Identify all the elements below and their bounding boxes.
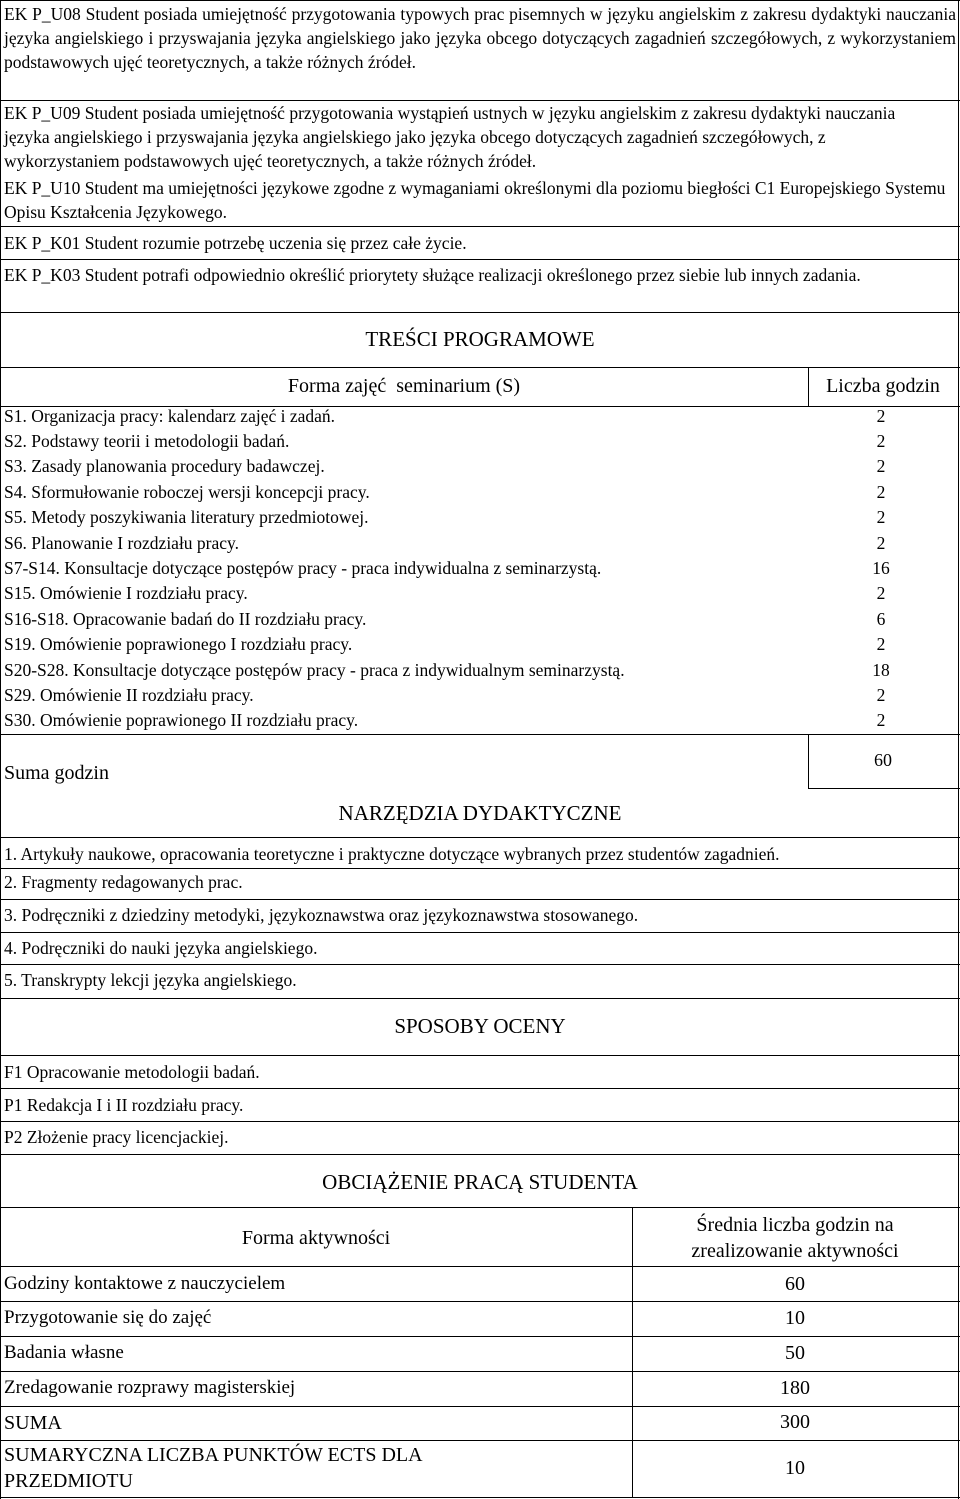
border-left	[0, 0, 1, 1499]
program-hours: 2	[876, 710, 886, 730]
divider	[0, 1121, 960, 1122]
workload-value: 60	[785, 1273, 805, 1295]
effect-k01: EK P_K01 Student rozumie potrzebę uczenia się przez całe życie.	[4, 233, 467, 253]
program-topic: S2. Podstawy teorii i metodologii badań.	[4, 431, 290, 451]
program-sum-value: 60	[874, 750, 892, 770]
workload-ects-label-line2: PRZEDMIOTU	[4, 1470, 133, 1492]
effect-u10: EK P_U10 Student ma umiejętności językowe zgodne z wymaganiami określonymi dla poziomu biegłości C1 Europejskiego Systemu Opisu Kształcenia Językowego.	[4, 178, 946, 222]
tool-item: 4. Podręczniki do nauki języka angielskiego.	[4, 938, 318, 958]
program-sum-label: Suma godzin	[4, 762, 109, 784]
program-topic: S20-S28. Konsultacje dotyczące postępów pracy - praca z indywidualnym seminarzystą.	[4, 660, 625, 680]
border-top	[0, 0, 960, 1]
divider	[0, 1088, 960, 1089]
assessment-item: P2 Złożenie pracy licencjackiej.	[4, 1127, 229, 1147]
workload-label: Godziny kontaktowe z nauczycielem	[4, 1273, 286, 1294]
program-topic: S16-S18. Opracowanie badań do II rozdziału pracy.	[4, 609, 367, 629]
program-form-header: Forma zajęć seminarium (S)	[287, 375, 521, 397]
program-hours: 2	[876, 507, 886, 527]
workload-sum-value: 300	[780, 1411, 810, 1433]
program-hours: 6	[876, 609, 886, 629]
program-hours: 18	[872, 660, 890, 680]
program-topic: S30. Omówienie poprawionego II rozdziału pracy.	[4, 710, 359, 730]
divider	[0, 899, 960, 900]
effect-k03: EK P_K03 Student potrafi odpowiednio określić priorytety służące realizacji określonego przez siebie lub innych zadania.	[4, 265, 861, 285]
divider	[808, 788, 960, 789]
divider	[0, 1301, 960, 1302]
program-topic: S6. Planowanie I rozdziału pracy.	[4, 533, 240, 553]
assessment-item: P1 Redakcja I i II rozdziału pracy.	[4, 1095, 244, 1115]
workload-value: 50	[785, 1342, 805, 1364]
divider	[0, 1055, 960, 1056]
program-topic: S5. Metody poszykiwania literatury przedmiotowej.	[4, 507, 369, 527]
workload-sum-label: SUMA	[4, 1412, 62, 1434]
divider	[0, 932, 960, 933]
program-topic: S1. Organizacja pracy: kalendarz zajęć i zadań.	[4, 406, 336, 426]
border-bottom	[0, 1497, 960, 1498]
divider	[0, 1207, 960, 1208]
program-hours: 2	[876, 431, 886, 451]
tool-item: 1. Artykuły naukowe, opracowania teoretyczne i praktyczne dotyczące wybranych przez studentów zagadnień.	[4, 844, 780, 864]
workload-ects-value: 10	[785, 1457, 805, 1479]
divider	[0, 1406, 960, 1407]
program-hours: 2	[876, 456, 886, 476]
program-topic: S4. Sformułowanie roboczej wersji koncepcji pracy.	[4, 482, 370, 502]
col-divider	[808, 367, 809, 406]
workload-label: Przygotowanie się do zajęć	[4, 1307, 212, 1328]
workload-col2-header-line1: Średnia liczba godzin na	[696, 1214, 894, 1236]
workload-col2-header-line2: zrealizowanie aktywności	[691, 1240, 899, 1262]
effect-u08: EK P_U08 Student posiada umiejętność przygotowania typowych prac pisemnych w języku angielskim z zakresu dydaktyki nauczania języka angielskiego i przyswajania języka angielskiego jako języka obcego dotyczących zagadnień szczegółowych, z wykorzystaniem podstawowych ujęć teoretycznych, a także różnych źródeł.	[4, 4, 956, 72]
divider	[0, 259, 960, 260]
workload-label: Badania własne	[4, 1342, 124, 1363]
divider	[0, 868, 960, 869]
program-hours: 2	[876, 583, 886, 603]
program-hours: 2	[876, 634, 886, 654]
tools-heading: NARZĘDZIA DYDAKTYCZNE	[338, 801, 622, 825]
divider	[0, 1336, 960, 1337]
program-hours: 16	[872, 558, 890, 578]
divider	[0, 837, 960, 838]
program-topic: S7-S14. Konsultacje dotyczące postępów pracy - praca indywidualna z seminarzystą.	[4, 558, 602, 578]
divider	[0, 1371, 960, 1372]
divider	[0, 1266, 960, 1267]
program-topic: S3. Zasady planowania procedury badawczej.	[4, 456, 325, 476]
divider	[0, 367, 960, 368]
program-hours-header: Liczba godzin	[826, 375, 940, 397]
workload-col1-header: Forma aktywności	[241, 1227, 391, 1249]
divider	[0, 226, 960, 227]
tool-item: 5. Transkrypty lekcji języka angielskiego.	[4, 970, 297, 990]
assessment-heading: SPOSOBY OCENY	[394, 1014, 566, 1038]
workload-label: Zredagowanie rozprawy magisterskiej	[4, 1377, 296, 1398]
divider	[0, 964, 960, 965]
divider	[0, 1440, 960, 1441]
tool-item: 3. Podręczniki z dziedziny metodyki, językoznawstwa oraz językoznawstwa stosowanego.	[4, 905, 639, 925]
workload-value: 10	[785, 1307, 805, 1329]
workload-value: 180	[780, 1377, 810, 1399]
divider	[0, 1154, 960, 1155]
program-hours: 2	[876, 533, 886, 553]
workload-ects-label-line1: SUMARYCZNA LICZBA PUNKTÓW ECTS DLA	[4, 1444, 423, 1466]
program-hours: 2	[876, 406, 886, 426]
program-topic: S15. Omówienie I rozdziału pracy.	[4, 583, 248, 603]
program-topic: S19. Omówienie poprawionego I rozdziału pracy.	[4, 634, 353, 654]
program-topic: S29. Omówienie II rozdziału pracy.	[4, 685, 254, 705]
program-heading: TREŚCI PROGRAMOWE	[365, 327, 595, 351]
divider	[0, 734, 960, 735]
border-right	[958, 0, 959, 1499]
program-hours: 2	[876, 685, 886, 705]
program-hours: 2	[876, 482, 886, 502]
assessment-item: F1 Opracowanie metodologii badań.	[4, 1062, 260, 1082]
workload-heading: OBCIĄŻENIE PRACĄ STUDENTA	[322, 1170, 638, 1194]
divider	[0, 998, 960, 999]
divider	[0, 312, 960, 313]
tool-item: 2. Fragmenty redagowanych prac.	[4, 872, 243, 892]
effect-u09: EK P_U09 Student posiada umiejętność przygotowania wystąpień ustnych w języku angielskim z zakresu dydaktyki nauczania języka angielskiego i przyswajania języka angielskiego jako języka obcego dotyczących zagadnień szczegółowych, z wykorzystaniem podstawowych ujęć teoretycznych, a także różnych źródeł.	[4, 103, 896, 171]
